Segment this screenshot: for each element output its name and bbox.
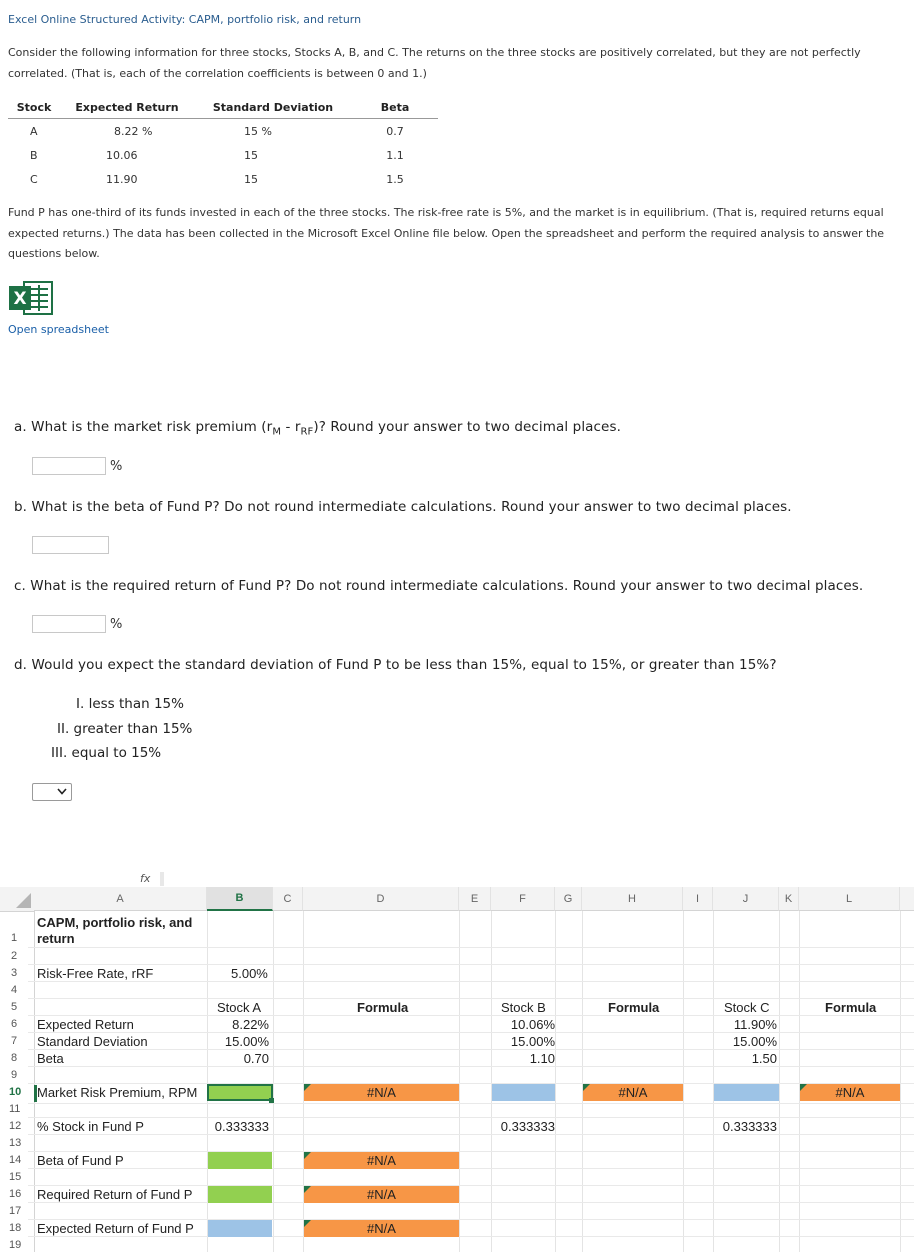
label-expected-return-fund[interactable]: Expected Return of Fund P	[37, 1221, 194, 1236]
expected-return: 11.90	[106, 172, 138, 186]
label-percent-in-fund[interactable]: % Stock in Fund P	[37, 1119, 144, 1134]
stock-b-weight[interactable]: 0.333333	[500, 1119, 555, 1134]
header-stock-c[interactable]: Stock C	[724, 1000, 770, 1015]
input-cell-j10[interactable]	[714, 1084, 779, 1101]
svg-text:X: X	[13, 289, 27, 309]
col-header-g[interactable]: G	[555, 887, 582, 911]
header-stock-a[interactable]: Stock A	[217, 1000, 262, 1015]
header-formula-l[interactable]: Formula	[825, 1000, 877, 1015]
row-header[interactable]: 14	[9, 1154, 22, 1166]
answer-c-input[interactable]	[32, 615, 106, 633]
stock-c-expected-return[interactable]: 11.90%	[733, 1017, 777, 1032]
beta: 1.5	[386, 172, 404, 186]
row-header[interactable]: 16	[9, 1188, 22, 1200]
header-formula-d[interactable]: Formula	[357, 1000, 409, 1015]
col-header-k[interactable]: K	[779, 887, 799, 911]
answer-a-input[interactable]	[32, 457, 106, 475]
option-2: II. greater than 15%	[57, 721, 193, 737]
stock-a-standard-deviation[interactable]: 15.00%	[224, 1034, 269, 1049]
fund-description: Fund P has one-third of its funds invested in each of the three stocks. The risk-free rate is 5%, and the market is in equilibrium. (That is, required returns equal expected returns.) The data has been collected in the Microsoft Excel Online file below. Open the spreadsheet and perform the required analysis to answer the questions below.	[8, 206, 885, 260]
fx-icon[interactable]: fx	[140, 872, 151, 885]
stock-a-expected-return[interactable]: 8.22%	[232, 1017, 269, 1032]
label-market-risk-premium[interactable]: Market Risk Premium, RPM	[37, 1085, 198, 1100]
stock-a-beta[interactable]: 0.70	[243, 1051, 269, 1066]
col-standard-deviation: Standard Deviation	[194, 96, 352, 119]
col-header-b[interactable]: B	[207, 887, 273, 911]
question-a-sub-rf: RF	[300, 426, 314, 438]
fill-handle[interactable]	[269, 1098, 274, 1103]
formula-bar-divider	[160, 872, 164, 886]
row-header[interactable]: 17	[9, 1205, 22, 1217]
col-header-l[interactable]: L	[799, 887, 900, 911]
stock-c-weight[interactable]: 0.333333	[722, 1119, 777, 1134]
row-header[interactable]: 1	[11, 932, 18, 944]
header-stock-b[interactable]: Stock B	[501, 1000, 546, 1015]
row-header[interactable]: 7	[11, 1035, 18, 1047]
label-expected-return[interactable]: Expected Return	[37, 1017, 134, 1032]
row-header[interactable]: 4	[11, 984, 18, 996]
select-all-corner[interactable]	[0, 887, 34, 912]
input-beta-of-fund[interactable]	[208, 1152, 272, 1169]
row-header[interactable]: 2	[11, 950, 18, 962]
stock-name: B	[30, 148, 38, 162]
question-d: d. Would you expect the standard deviation of Fund P to be less than 15%, equal to 15%, or greater than 15%?	[14, 657, 777, 673]
formula-result-d14: #N/A	[367, 1153, 396, 1168]
stock-name: C	[30, 172, 38, 186]
label-risk-free-rate[interactable]: Risk-Free Rate, rRF	[37, 966, 154, 981]
option-1: I. less than 15%	[76, 696, 184, 712]
label-beta-of-fund[interactable]: Beta of Fund P	[37, 1153, 124, 1168]
row-header[interactable]: 12	[9, 1120, 22, 1132]
row-header[interactable]: 8	[11, 1052, 18, 1064]
question-a-mid: - r	[281, 419, 301, 435]
standard-deviation: 15 %	[244, 124, 272, 138]
stock-c-standard-deviation[interactable]: 15.00%	[732, 1034, 777, 1049]
col-header-j[interactable]: J	[713, 887, 779, 911]
answer-d-select[interactable]	[32, 783, 72, 801]
label-standard-deviation[interactable]: Standard Deviation	[37, 1034, 148, 1049]
col-header-c[interactable]: C	[273, 887, 303, 911]
expected-return: 8.22 %	[114, 124, 153, 138]
row-header[interactable]: 6	[11, 1018, 18, 1030]
col-header-a[interactable]: A	[34, 887, 207, 911]
stock-b-standard-deviation[interactable]: 15.00%	[510, 1034, 555, 1049]
input-required-return[interactable]	[208, 1186, 272, 1203]
label-beta[interactable]: Beta	[37, 1051, 64, 1066]
label-required-return[interactable]: Required Return of Fund P	[37, 1187, 193, 1202]
question-a	[14, 419, 621, 438]
row-header[interactable]: 19	[9, 1239, 22, 1251]
row-header-selected[interactable]: 10	[9, 1086, 22, 1098]
beta: 1.1	[386, 148, 404, 162]
table-row	[8, 119, 438, 144]
row-selection-marker	[2, 1090, 34, 1091]
formula-result-d10: #N/A	[367, 1085, 396, 1100]
col-beta: Beta	[352, 96, 438, 119]
standard-deviation: 15	[244, 148, 258, 162]
row-header[interactable]: 13	[9, 1137, 22, 1149]
col-header-e[interactable]: E	[459, 887, 491, 911]
expected-return: 10.06	[106, 148, 138, 162]
value-risk-free-rate[interactable]: 5.00%	[231, 966, 268, 981]
row-header[interactable]: 9	[11, 1069, 18, 1081]
answer-a-unit: %	[110, 459, 123, 474]
input-market-risk-premium[interactable]	[207, 1084, 273, 1101]
row-header[interactable]: 3	[11, 967, 18, 979]
beta: 0.7	[386, 124, 404, 138]
stock-name: A	[30, 124, 38, 138]
col-header-d[interactable]: D	[303, 887, 459, 911]
stock-b-expected-return[interactable]: 10.06%	[510, 1017, 555, 1032]
header-formula-h[interactable]: Formula	[608, 1000, 660, 1015]
spreadsheet[interactable]	[0, 887, 914, 1252]
sheet-title[interactable]: CAPM, portfolio risk, and return	[37, 915, 193, 946]
standard-deviation: 15	[244, 172, 258, 186]
col-expected-return: Expected Return	[60, 96, 194, 119]
table-row	[8, 143, 438, 167]
question-b: b. What is the beta of Fund P? Do not round intermediate calculations. Round your answer to two decimal places.	[14, 499, 792, 515]
question-a-sub-m: M	[272, 426, 282, 438]
open-spreadsheet-link[interactable]: Open spreadsheet	[8, 323, 109, 336]
option-3: III. equal to 15%	[51, 745, 162, 761]
col-header-f[interactable]: F	[491, 887, 555, 911]
input-cell-f10[interactable]	[492, 1084, 555, 1101]
col-stock: Stock	[8, 96, 60, 119]
col-header-m[interactable]	[900, 887, 914, 911]
input-expected-return-fund[interactable]	[208, 1220, 272, 1237]
question-a-suffix: )? Round your answer to two decimal places.	[313, 419, 621, 435]
stock-table	[8, 96, 438, 191]
table-row	[8, 167, 438, 191]
formula-result-d18: #N/A	[367, 1221, 396, 1236]
row-header[interactable]: 11	[9, 1103, 21, 1115]
formula-result-h10: #N/A	[618, 1085, 648, 1100]
question-c: c. What is the required return of Fund P? Do not round intermediate calculations. Round your answer to two decimal places.	[14, 578, 864, 594]
col-header-h[interactable]: H	[582, 887, 683, 911]
col-header-i[interactable]: I	[683, 887, 713, 911]
answer-b-input[interactable]	[32, 536, 109, 554]
stock-b-beta[interactable]: 1.10	[529, 1051, 555, 1066]
formula-result-d16: #N/A	[367, 1187, 396, 1202]
answer-c-unit: %	[110, 617, 123, 632]
stock-a-weight[interactable]: 0.333333	[214, 1119, 269, 1134]
row-header[interactable]: 5	[11, 1001, 18, 1013]
row-header[interactable]: 18	[9, 1222, 22, 1234]
formula-result-l10: #N/A	[835, 1085, 865, 1100]
question-a-prefix: a. What is the market risk premium (r	[14, 419, 273, 435]
excel-icon[interactable]	[8, 279, 54, 317]
stock-c-beta[interactable]: 1.50	[751, 1051, 777, 1066]
row-header[interactable]: 15	[9, 1171, 22, 1183]
intro-text: Consider the following information for three stocks, Stocks A, B, and C. The returns on the three stocks are positively correlated, but they are not perfectly correlated. (That is, each of the correlation coefficients is between 0 and 1.)	[8, 46, 861, 80]
activity-title: Excel Online Structured Activity: CAPM, portfolio risk, and return	[8, 13, 362, 26]
chevron-down-icon	[33, 784, 71, 800]
